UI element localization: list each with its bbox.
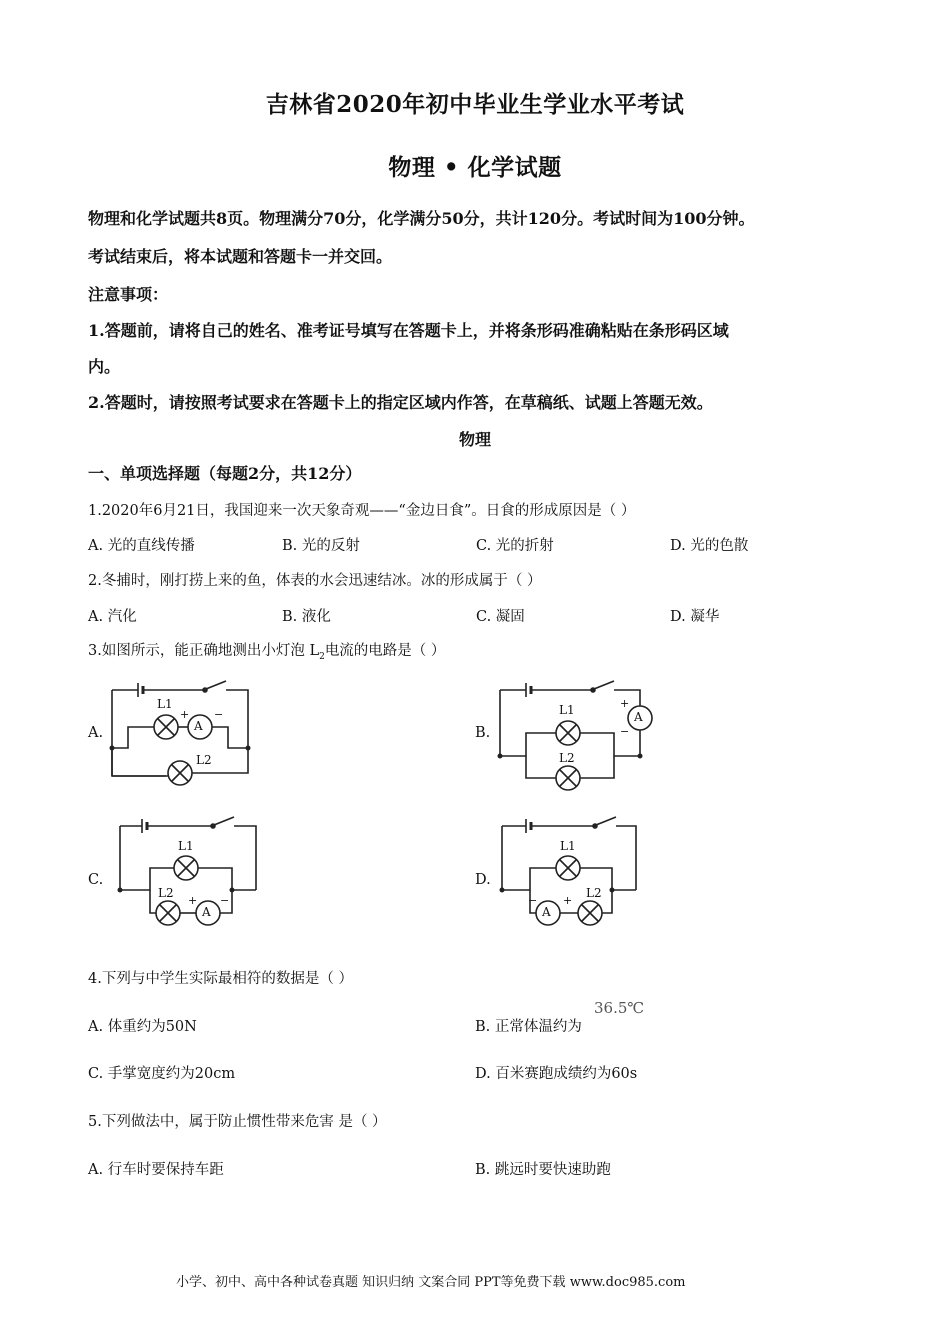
question-2-option-c: C. 凝固 [476,609,525,625]
question-4-stem: 4.下列与中学生实际最相符的数据是（ ） [88,971,353,987]
circuit-d-minus: − [528,894,538,907]
circuit-c-ammeter-label: A [202,905,211,919]
circuit-d-ammeter-label: A [542,905,551,919]
circuit-c-plus: + [188,894,198,907]
question-4-option-a: A. 体重约为50N [88,1019,197,1035]
notice-heading: 注意事项： [88,285,169,304]
question-3-option-d: D. [475,872,491,888]
circuit-b-plus: + [620,697,630,710]
question-1-option-a: A. 光的直线传播 [88,538,195,554]
circuit-d [500,817,637,925]
circuit-c [118,817,257,925]
exam-title: 吉林省2020年初中毕业生学业水平考试 [265,91,685,118]
question-2-option-a: A. 汽化 [88,609,137,625]
question-3-stem-pre: 3.如图所示，能正确地测出小灯泡 L [88,643,320,659]
notice-item-1-line-1: 1.答题前，请将自己的姓名、准考证号填写在答题卡上，并将条形码准确粘贴在条形码区域 [88,321,729,340]
question-4-option-d: D. 百米赛跑成绩约为60s [475,1066,638,1082]
question-1-option-d: D. 光的色散 [670,538,749,554]
circuit-b-label-l2: L2 [559,751,575,765]
circuit-a [110,681,251,785]
question-4-temperature: 36.5℃ [594,999,645,1017]
circuit-b-ammeter-label: A [634,710,643,724]
circuit-a-minus: − [214,708,224,721]
question-2-option-d: D. 凝华 [670,609,720,625]
question-5-option-b: B. 跳远时要快速助跑 [475,1162,611,1178]
question-3-option-a: A. [88,725,104,741]
circuit-c-label-l1: L1 [178,839,194,853]
notice-item-1-line-2: 内。 [88,357,121,376]
question-3-stem-post: 电流的电路是（ ） [324,643,446,659]
circuit-a-plus: + [180,708,190,721]
circuit-d-label-l2: L2 [586,886,602,900]
question-1-option-b: B. 光的反射 [282,538,360,554]
circuit-c-minus: − [220,894,230,907]
circuit-c-label-l2: L2 [158,886,174,900]
intro-line-2: 考试结束后，将本试题和答题卡一并交回。 [88,247,393,266]
circuit-a-label-l2: L2 [196,753,212,767]
page-footer: 小学、初中、高中各种试卷真题 知识归纳 文案合同 PPT等免费下载 www.doc985.com [176,1275,686,1290]
question-5-stem: 5.下列做法中，属于防止惯性带来危害 是（ ） [88,1114,387,1130]
circuit-d-label-l1: L1 [560,839,576,853]
question-2-option-b: B. 液化 [282,609,331,625]
question-1-stem: 1.2020年6月21日，我国迎来一次天象奇观——“金边日食”。日食的形成原因是（ ） [88,503,636,519]
question-4-option-c: C. 手掌宽度约为20cm [88,1066,236,1082]
question-5-option-a: A. 行车时要保持车距 [88,1162,224,1178]
question-3-option-c: C. [88,872,104,888]
circuit-b-label-l1: L1 [559,703,575,717]
subject-heading: 物理 [458,430,491,449]
question-2-stem: 2.冬捕时，刚打捞上来的鱼，体表的水会迅速结冰。冰的形成属于（ ） [88,573,542,589]
exam-subtitle: 物理 • 化学试题 [388,154,562,181]
intro-line-1: 物理和化学试题共8页。物理满分70分，化学满分50分，共计120分。考试时间为100分钟。 [88,209,755,228]
notice-item-2: 2.答题时，请按照考试要求在答题卡上的指定区域内作答，在草稿纸、试题上答题无效。 [88,393,713,412]
circuit-b-minus: − [620,725,630,738]
circuit-a-ammeter-label: A [194,719,203,733]
question-4-option-b: B. 正常体温约为 [475,1019,582,1035]
question-1-option-c: C. 光的折射 [476,538,554,554]
circuit-d-plus: + [563,894,573,907]
circuit-a-label-l1: L1 [157,697,173,711]
section-heading: 一、单项选择题（每题2分，共12分） [88,464,362,483]
question-3-subscript: 2 [319,651,325,662]
question-3-option-b: B. [475,725,491,741]
